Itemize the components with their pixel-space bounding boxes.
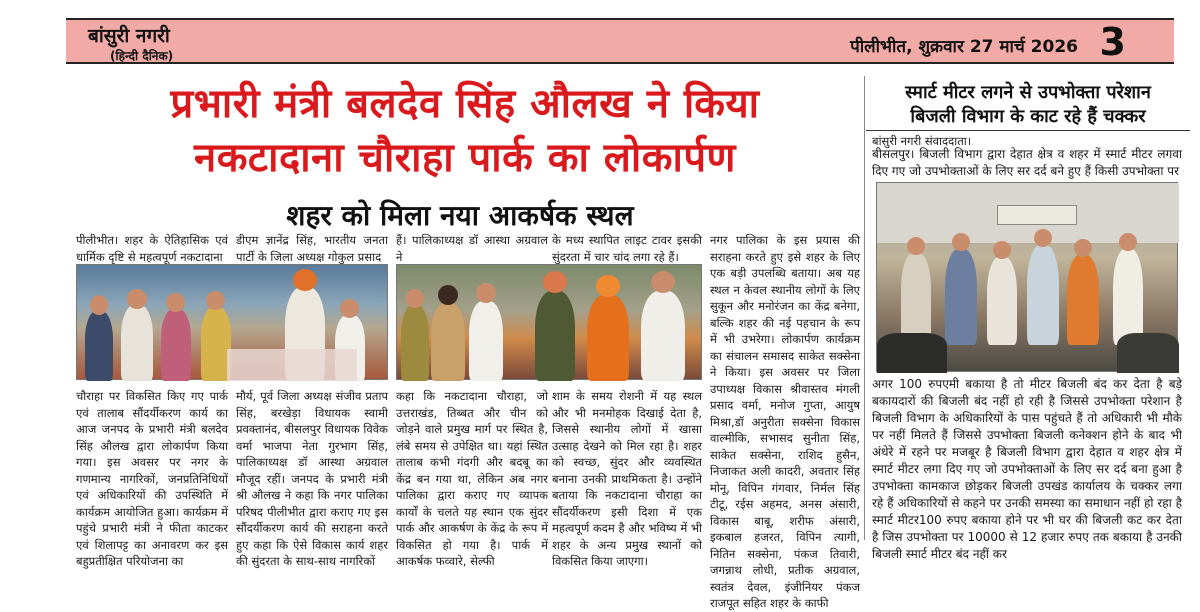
inauguration-photo-left	[76, 264, 388, 380]
masthead-subtitle: (हिन्दी दैनिक)	[110, 49, 174, 63]
story-column-3-top: हैं। पालिकाध्यक्ष डॉ आस्था अग्रवाल ने	[396, 233, 548, 264]
story-column-4-bottom: शाम के समय रोशनी में यह स्थल और भी मनमोहक दिखाई देता है, जिससे स्थानीय लोगों में खासा उत्साह देखने को मिल रहा है। शहर को स्वच्छ, सुंदर और व्यवस्थित बनाना उनकी प्राथमिकता है। उन्होंने बताया कि नकटादाना चौराहा का सौंदर्यीकरण इसी दिशा में एक महत्वपूर्ण कदम है और भविष्य में भी शहर के अन्य प्रमुख स्थानों को विकसित किया जाएगा।	[552, 389, 702, 568]
side-headline-rule	[866, 130, 1190, 131]
story-column-1-bottom: चौराहा पर विकसित किए गए पार्क एवं तालाब सौंदर्यीकरण कार्य का आज जनपद के प्रभारी मंत्री बलदेव सिंह औलख द्वारा लोकार्पण किया गया। इस अवसर पर नगर के गणमान्य नागरिकों, जनप्रतिनिधियों एवं अधिकारियों की उपस्थिति में कार्यक्रम आयोजित हुआ। कार्यक्रम में पहुंचे प्रभारी मंत्री ने फीता काटकर एवं शिलापट्ट का अनावरण कर इस बहुप्रतीक्षित परियोजना का	[76, 389, 228, 568]
main-headline-line1: प्रभारी मंत्री बलदेव सिंह औलख ने किया	[170, 81, 760, 127]
column-divider	[864, 76, 865, 540]
masthead-title: बांसुरी नगरी	[88, 25, 170, 47]
side-story-text-bottom: अगर 100 रुपएमी बकाया है तो मीटर बिजली बंद कर देता है बड़े बकायदारों की बिजली बंद नहीं हो रही है जिससे उपभोक्ता परेशान है बिजली विभाग के अधिकारियों के पास पहुंचते हैं तो अधिकारी भी मौके पर नहीं मिलते हैं जिससे उपभोक्ता बिजली कनेक्शन होने के बाद भी अंधेरे में रहने पर मजबूर है बिजली विभाग द्वारा देहात व शहर क्षेत्र में स्मार्ट मीटर लगा दिए गए जो उपभोक्ताओं के लिए सर दर्द बना हुआ है उपभोक्ता कामकाज छोड़कर बिजली उपखंड कार्यालय के चक्कर लगा रहे हैं अधिकारियों से कहने पर उनकी समस्या का समाधान नहीं हो रहा है स्मार्ट मीटर100 रुपए बकाया होने पर भी घर की बिजली कट कर देता है जिस उपभोक्ता पर 10000 से 12 हजार रुपए तक बकाया है उनकी बिजली स्मार्ट मीटर बंद नहीं कर	[872, 377, 1182, 561]
side-byline: बांसुरी नगरी संवाददाता।	[872, 134, 972, 148]
story-column-1-top: पीलीभीत। शहर के ऐतिहासिक एवं धार्मिक दृष्टि से महत्वपूर्ण नकटादाना	[76, 233, 228, 264]
page-number: 3	[1099, 20, 1126, 64]
story-column-5: नगर पालिका के इस प्रयास की सराहना करते हुए इसे शहर के लिए एक बड़ी उपलब्धि बताया। अब यह स्थल न केवल स्थानीय लोगों के लिए सुकून और मनोरंजन का केंद्र बनेगा, बल्कि शहर की नई पहचान के रूप में भी उभरेगा। लोकार्पण कार्यक्रम का संचालन समासद साकेत सक्सेना ने किया। इस अवसर पर जिला उपाध्यक्ष विकास श्रीवास्तव मंगली प्रसाद वर्मा, मनोज गुप्ता, आयुष मिश्रा,डॉ अनुरीता सक्सेना विकास वाल्मीकि, सभासद सुनीता सिंह, साकेत सक्सेना, राशिद हुसैन, निजाकत अली कादरी, अवतार सिंह मोनू, विपिन गंगवार, निर्मल सिंह टीटू, रईस अहमद, अनस अंसारी, विकास बाबू, शरीफ अंसारी, इकबाल हजरत, विपिन त्यागी, नितिन सक्सेना, पंकज तिवारी, जगन्नाथ लोधी, प्रतीक अग्रवाल, स्वतंत्र देवल, इंजीनियर पंकज राजपूत सहित शहर के काफी	[710, 233, 860, 610]
inauguration-photo-right	[396, 264, 702, 380]
main-subheadline: शहर को मिला नया आकर्षक स्थल	[286, 199, 634, 232]
side-headline-line1: स्मार्ट मीटर लगने से उपभोक्ता परेशान	[905, 82, 1151, 103]
side-story-text-top: बीसलपुर। बिजली विभाग द्वारा देहात क्षेत्र व शहर में स्मार्ट मीटर लगवा दिए गए जो उपभोक्ताओं के लिए सर दर्द बने हुए हैं किसी उपभोक्ता पर	[872, 147, 1182, 178]
newspaper-header	[66, 18, 1174, 64]
story-column-2-top: डीएम ज्ञानेंद्र सिंह, भारतीय जनता पार्टी के जिला अध्यक्ष गोकुल प्रसाद	[236, 233, 388, 264]
story-column-4-top: के मध्य स्थापित लाइट टावर इसकी सुंदरता में चार चांद लगा रहे हैं।	[552, 233, 702, 264]
main-headline-line2: नकटादाना चौराहा पार्क का लोकार्पण	[194, 135, 736, 181]
side-headline-line2: बिजली विभाग के काट रहे हैं चक्कर	[910, 106, 1146, 127]
electricity-office-photo	[876, 182, 1178, 372]
dateline: पीलीभीत, शुक्रवार 27 मार्च 2026	[850, 37, 1078, 57]
story-column-3-bottom: कहा कि नकटादाना चौराहा, जो उत्तराखंड, तिब्बत और चीन को जोड़ने वाले प्रमुख मार्ग पर स्थित है, लंबे समय से उपेक्षित था। यहां स्थित तालाब कभी गंदगी और बदबू का केंद्र बन गया था, लेकिन अब नगर पालिका द्वारा कराए गए व्यापक कार्यों के चलते यह स्थान एक सुंदर पार्क और आकर्षण के केंद्र के रूप में विकसित हो गया है। पार्क में आकर्षक फव्वारे, सेल्फी	[396, 389, 548, 568]
story-column-2-bottom: मौर्य, पूर्व जिला अध्यक्ष संजीव प्रताप सिंह, बरखेड़ा विधायक स्वामी प्रवक्तानंद, बीसलपुर विधायक विवेक वर्मा भाजपा नेता गुरभाग सिंह, पालिकाध्यक्ष डॉ आस्था अग्रवाल मौजूद रहीं। जनपद के प्रभारी मंत्री श्री औलख ने कहा कि नगर पालिका परिषद पीलीभीत द्वारा कराए गए इस सौंदर्यीकरण कार्य की सराहना करते हुए कहा कि ऐसे विकास कार्य शहर की सुंदरता के साथ-साथ नागरिकों	[236, 389, 388, 568]
